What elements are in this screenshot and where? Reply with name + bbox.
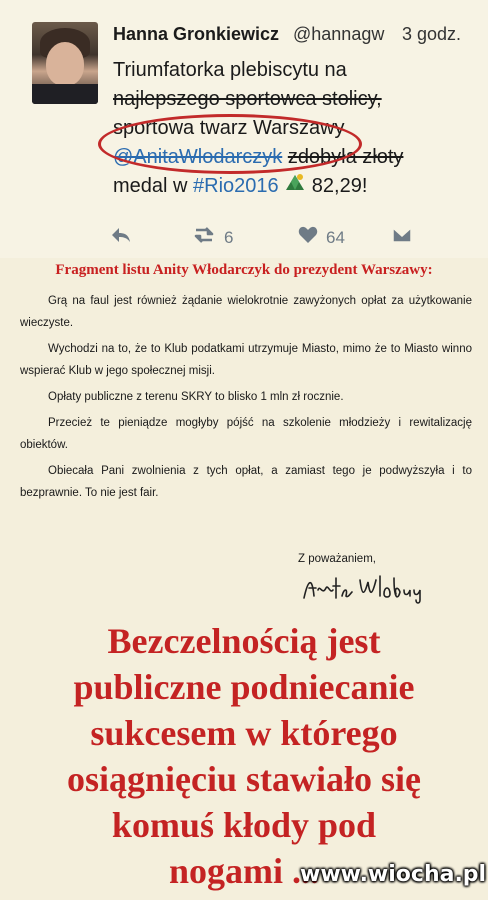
- retweet-count: 6: [224, 227, 234, 247]
- headline-line: komuś kłody pod: [111, 805, 377, 845]
- avatar[interactable]: [32, 22, 98, 104]
- letter-paragraph: Obiecała Pani zwolnienia z tych opłat, a zamiast tego je podwyższyła i to bezprawnie. To nie jest fair.: [20, 465, 472, 499]
- author-handle[interactable]: @hannagw: [293, 24, 385, 44]
- letter-paragraph: Przecież te pieniądze mogłyby pójść na szkolenie młodzieży i rewitalizację obiektów.: [20, 417, 472, 451]
- author-name[interactable]: Hanna Gronkiewicz: [113, 24, 280, 44]
- letter-body: [20, 290, 472, 508]
- heart-icon: [298, 226, 318, 249]
- result-value: 82,29!: [311, 175, 368, 197]
- retweet-icon: [192, 226, 216, 249]
- direct-message-button[interactable]: [392, 226, 412, 249]
- tweet-actions: [110, 226, 420, 254]
- like-button[interactable]: [298, 226, 345, 249]
- tweet-line-5-text: medal w: [113, 175, 188, 197]
- avatar-coat: [32, 84, 98, 104]
- reply-icon: [110, 226, 132, 249]
- like-count: 64: [326, 227, 345, 247]
- headline-line: sukcesem w którego: [90, 713, 398, 753]
- handwritten-signature: [300, 570, 428, 606]
- tweet-line-2: najlepszego sportowca stolicy,: [113, 88, 382, 110]
- tweet-line-3: sportowa twarz Warszawy: [113, 117, 345, 139]
- letter-paragraph: Grą na faul jest również żądanie wielokrotnie zawyżonych opłat za użytkowanie wieczyste.: [20, 295, 472, 329]
- letter-fragment-title: Fragment listu Anity Włodarczyk do prezydent Warszawy:: [55, 262, 433, 278]
- mention-link[interactable]: @AnitaWlodarczyk: [113, 146, 283, 168]
- site-watermark: www.wiocha.pl: [300, 862, 487, 887]
- hammer-emoji-icon: [284, 172, 306, 201]
- headline-line: Bezczelnością jest: [107, 621, 381, 661]
- retweet-button[interactable]: [192, 226, 233, 249]
- commentary-headline: [0, 618, 488, 894]
- headline-line: nogami ...: [168, 851, 319, 891]
- letter-paragraph: Wychodzi na to, że to Klub podatkami utrzymuje Miasto, mimo że to Miasto winno wspierać Klub w jego społecznej misji.: [20, 343, 472, 377]
- envelope-icon: [392, 226, 412, 249]
- tweet-line-1: Triumfatorka plebiscytu na: [113, 59, 347, 81]
- tweet-card: [0, 0, 488, 258]
- avatar-face: [46, 42, 84, 86]
- tweet-line-4-text: zdobyła złoty: [287, 146, 404, 168]
- headline-line: publiczne podniecanie: [73, 667, 415, 707]
- tweet-time[interactable]: 3 godz.: [402, 24, 462, 44]
- headline-line: osiągnięciu stawiało się: [66, 759, 421, 799]
- tweet-line-5: [113, 172, 413, 201]
- red-circle-highlight: [98, 114, 362, 174]
- hashtag-link[interactable]: #Rio2016: [193, 175, 279, 197]
- letter-paragraph: Opłaty publiczne z terenu SKRY to blisko 1 mln zł rocznie.: [48, 391, 344, 403]
- letter-closing: Z poważaniem,: [298, 553, 376, 565]
- reply-button[interactable]: [110, 226, 132, 249]
